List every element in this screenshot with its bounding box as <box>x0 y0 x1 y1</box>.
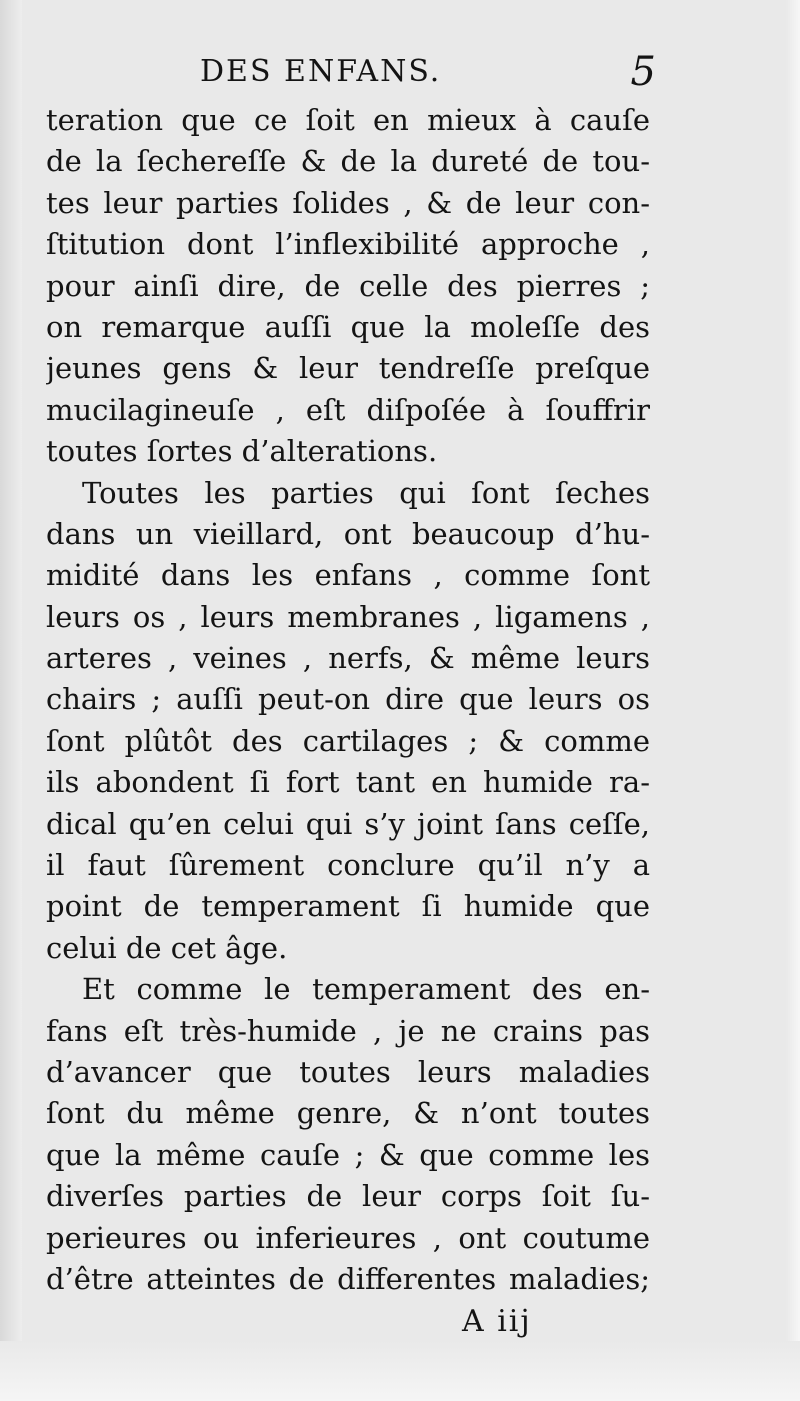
text-line: midité dans les enfans , comme ſont <box>46 558 650 593</box>
paragraph-end-line: celui de cet âge. <box>46 930 288 965</box>
running-head: DES ENFANS. <box>200 54 442 89</box>
text-line: ſtitution dont l’inflexibilité approche , <box>46 227 650 262</box>
text-line: perieures ou inferieures , ont coutume <box>46 1220 650 1255</box>
page-right-margin <box>786 0 800 1401</box>
page-gutter-shadow <box>0 0 22 1401</box>
text-line: chairs ; auſſi peut-on dire que leurs os <box>46 682 650 717</box>
text-line: ils abondent ſi fort tant en humide ra- <box>46 765 650 800</box>
text-line: on remarque auſſi que la moleſſe des <box>46 309 650 344</box>
paragraph-end-line: toutes ſortes d’alterations. <box>46 434 438 469</box>
text-line: diverſes parties de leur corps ſoit ſu- <box>46 1179 650 1214</box>
text-line: que la même cauſe ; & que comme les <box>46 1137 650 1172</box>
page-header <box>48 49 656 98</box>
text-line: point de temperament ſi humide que <box>46 889 650 924</box>
text-line: d’être atteintes de differentes maladies; <box>46 1261 650 1296</box>
text-line: tes leur parties ſolides , & de leur con- <box>46 185 650 220</box>
text-line: ſont plûtôt des cartilages ; & comme <box>46 723 650 758</box>
text-line: pour ainſi dire, de celle des pierres ; <box>46 268 650 303</box>
text-line: il faut ſûrement conclure qu’il n’y a <box>46 848 650 883</box>
paragraph-start-line: Toutes les parties qui ſont ſeches <box>82 475 650 510</box>
text-line: leurs os , leurs membranes , ligamens , <box>46 599 650 634</box>
page-number: 5 <box>630 49 656 95</box>
text-line: teration que ce ſoit en mieux à cauſe <box>46 103 650 137</box>
text-line: dical qu’en celui qui s’y joint ſans ceſſe, <box>46 806 650 841</box>
paragraph-start-line: Et comme le temperament des en- <box>82 972 650 1007</box>
text-line: de la ſechereſſe & de la dureté de tou- <box>46 144 650 179</box>
page-bottom-margin <box>0 1341 800 1401</box>
text-line: dans un vieillard, ont beaucoup d’hu- <box>46 516 650 551</box>
text-line: jeunes gens & leur tendreſſe preſque <box>46 351 650 386</box>
text-line: ſont du même genre, & n’ont toutes <box>46 1096 650 1131</box>
text-line: fans eſt très-humide , je ne crains pas <box>46 1013 650 1048</box>
text-line: arteres , veines , nerfs, & même leurs <box>46 641 650 676</box>
body-text <box>46 100 650 1300</box>
signature-mark: A iij <box>462 1304 532 1339</box>
text-line: d’avancer que toutes leurs maladies <box>46 1054 650 1089</box>
text-line: mucilagineuſe , eſt diſpoſée à ſouffrir <box>46 392 650 427</box>
